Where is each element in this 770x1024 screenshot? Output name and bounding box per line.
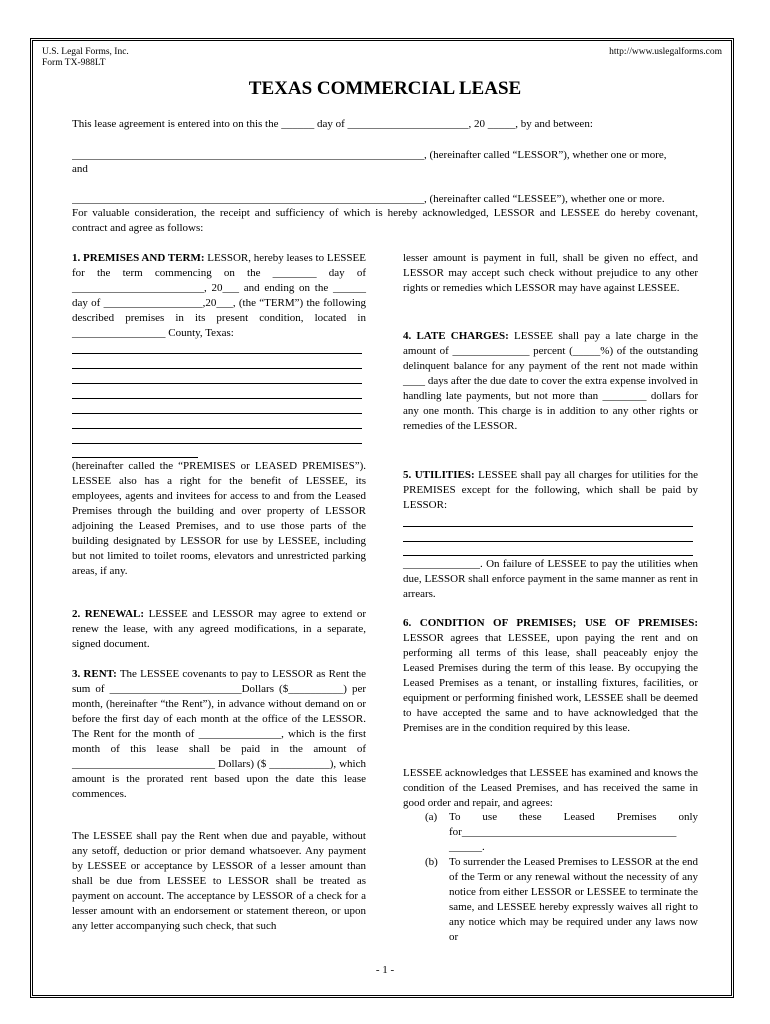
utilities-line — [403, 555, 693, 556]
premises-description-line — [72, 398, 362, 399]
section-4-text: LESSEE shall pay a late charge in the amount of ______________ percent (_____%) of the outstanding delinquent balance for any payment of the rent not made within ____ days after the due date to cover the extra expense involved in handling late payments, but not more than ________ dollars for any one month. This charge is in addition to any other rights or remedies of the LESSOR. — [403, 330, 699, 432]
right-column-continuation: lesser amount is payment in full, shall be given no effect, and LESSOR may accept such check without prejudice to any other rights or remedies which LESSOR may have against LESSEE. — [403, 252, 698, 294]
item-b-text: To surrender the Leased Premises to LESSOR at the end of the Term or any renewal without the necessity of any notice from either LESSOR or LESSEE to terminate the same, and LESSEE hereby expressly waives all right to any notice which may be required under any laws now or — [449, 856, 698, 943]
section-6-condition-of-premises — [403, 616, 698, 736]
section-2-renewal — [72, 607, 366, 652]
section-3-heading: 3. RENT: — [72, 668, 117, 680]
premises-description-line — [72, 457, 198, 458]
page-number: - 1 - — [375, 964, 395, 976]
section-1-continuation: (hereinafter called the “PREMISES or LEASED PREMISES”). LESSEE also has a right for the benefit of LESSEE, its employees, agents and invitees for access to and from the Leased Premises through the building and over property of LESSOR adjoining the Leased Premises, and to use those parts of the building designated by LESSOR for use by LESSEE, including but not limited to toilet rooms, elevators and unrestricted parking areas, if any. — [72, 460, 366, 577]
form-number: Form TX-988LT — [42, 58, 106, 68]
item-a-label: (a) — [425, 811, 438, 823]
premises-description-line — [72, 353, 362, 354]
section-3-payment-paragraph: The LESSEE shall pay the Rent when due and payable, without any setoff, deduction or prior demand whatsoever. Any payment by LESSEE or acceptance by LESSOR of a lesser amount than shall be due from LESSEE to LESSOR shall be treated as payment on account. The acceptance by LESSOR of a check for a lesser amount with an endorsement or statement thereon, or upon any letter accompanying such check, that such — [72, 830, 366, 932]
website-link[interactable]: http://www.uslegalforms.com — [609, 47, 722, 57]
lessor-line: ________________________________________________________________, (hereinafter called “LESSOR”), whether one or more, — [72, 149, 667, 161]
section-6-heading: 6. CONDITION OF PREMISES; USE OF PREMISES: — [403, 617, 698, 629]
intro-date-line: This lease agreement is entered into on this the ______ day of ______________________, 20 _____, by and between: — [72, 118, 593, 130]
premises-description-line — [72, 368, 362, 369]
section-5-text: LESSEE shall pay all charges for utilities for the PREMISES except for the following, which shall be paid by LESSOR: — [403, 469, 698, 511]
section-5-heading: 5. UTILITIES: — [403, 469, 475, 481]
section-5-utilities — [403, 468, 698, 513]
section-2-heading: 2. RENEWAL: — [72, 608, 145, 620]
item-a-text: To use these Leased Premises only for_______________________________________ ______. — [449, 811, 698, 853]
section-1-premises-and-term — [72, 251, 366, 341]
premises-description-line — [72, 443, 362, 444]
section-4-heading: 4. LATE CHARGES: — [403, 330, 509, 342]
utilities-line — [403, 541, 693, 542]
premises-description-line — [72, 383, 362, 384]
section-6-acknowledgement: LESSEE acknowledges that LESSEE has examined and knows the condition of the Leased Premises, and has received the same in good order and repair, and agrees: — [403, 767, 698, 809]
premises-description-line — [72, 428, 362, 429]
section-1-heading: 1. PREMISES AND TERM: — [72, 252, 205, 264]
utilities-line — [403, 526, 693, 527]
consideration-paragraph: For valuable consideration, the receipt and sufficiency of which is hereby acknowledged, LESSOR and LESSEE do hereby covenant, contract and agree as follows: — [72, 207, 698, 234]
section-2-text: LESSEE and LESSOR may agree to extend or renew the lease, with any agreed modifications, in a separate, signed document. — [72, 608, 366, 650]
company-name: U.S. Legal Forms, Inc. — [42, 47, 129, 57]
section-3-rent — [72, 667, 366, 802]
section-3-text: The LESSEE covenants to pay to LESSOR as Rent the sum of ________________________Dollars ($__________) per month, (hereinafter “the Rent”), in advance without demand on or before the first day of each month at the office of the LESSOR. The Rent for the month of _______________, which is the first month of this lease shall be paid in the amount of __________________________ Dollars) ($ ___________), which amount is the prorated rent based upon the date this lease commences. — [72, 668, 366, 800]
and-text: and — [72, 163, 88, 175]
section-5-continuation: ______________. On failure of LESSEE to pay the utilities when due, LESSOR shall enforce payment in the same manner as rent in arrears. — [403, 558, 698, 600]
section-6-text: LESSOR agrees that LESSEE, upon paying the rent and on performing all terms of this lease, shall peaceably enjoy the Leased Premises during the term of this lease. By occupying the Leased Premises as a tenant, or installing fixtures, facilities, or equipment or performing finished work, LESSEE shall be deemed to have accepted the same and to have acknowledged that the Premises are in the condition required by this lease. — [403, 632, 698, 734]
section-1-text: LESSOR, hereby leases to LESSEE for the term commencing on the ________ day of ________________________, 20___ and ending on the ______ day of __________________,20___, (the “TERM”) the following described premises in its present condition, located in _________________ County, Texas: — [72, 252, 366, 339]
lessee-line: ________________________________________________________________, (hereinafter called “LESSEE”), whether one or more. — [72, 193, 665, 205]
document-title: TEXAS COMMERCIAL LEASE — [248, 78, 522, 99]
section-4-late-charges — [403, 329, 698, 434]
premises-description-line — [72, 413, 362, 414]
item-b-label: (b) — [425, 856, 438, 868]
